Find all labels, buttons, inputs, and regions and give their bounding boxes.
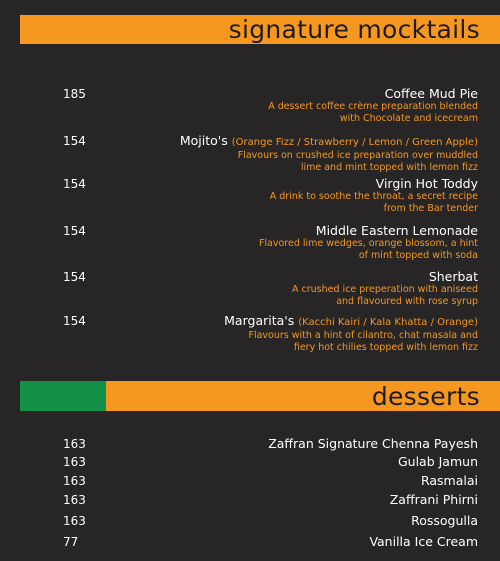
desserts-section-title: desserts — [371, 381, 480, 411]
item-description: lime and mint topped with lemon fizz — [300, 162, 478, 173]
item-description: A dessert coffee crème preparation blended — [268, 101, 478, 112]
item-options: (Orange Fizz / Strawberry / Lemon / Green Apple) — [231, 137, 478, 148]
item-options: (Kacchi Kairi / Kala Khatta / Orange) — [298, 317, 478, 328]
item-name: Vanilla Ice Cream — [369, 534, 478, 549]
item-description: fiery hot chilies topped with lemon fizz — [293, 342, 478, 353]
item-name: Virgin Hot Toddy — [375, 176, 478, 191]
mocktails-header-band — [20, 15, 500, 44]
item-description: of mint topped with soda — [358, 250, 478, 261]
item-price: 163 — [63, 437, 86, 451]
item-name: Gulab Jamun — [397, 454, 478, 469]
item-price: 154 — [63, 134, 86, 148]
dessert-item — [0, 437, 500, 453]
desserts-header-bar — [106, 381, 500, 411]
item-price: 163 — [63, 514, 86, 528]
desserts-green-block — [20, 381, 106, 411]
item-name: Zaffran Signature Chenna Payesh — [268, 436, 478, 451]
item-price: 154 — [63, 224, 86, 238]
item-price: 154 — [63, 270, 86, 284]
item-price: 163 — [63, 474, 86, 488]
item-name: Sherbat — [428, 269, 478, 284]
mocktails-section-title: signature mocktails — [228, 15, 480, 44]
dessert-item — [0, 474, 500, 490]
desserts-header-band — [20, 381, 500, 411]
item-description: with Chocolate and icecream — [339, 113, 478, 124]
item-name: Middle Eastern Lemonade — [315, 223, 478, 238]
item-description: Flavored lime wedges, orange blossom, a hint — [258, 238, 478, 249]
item-description: Flavours with a hint of cilantro, chat masala and — [248, 330, 478, 341]
item-price: 154 — [63, 314, 86, 328]
dessert-item — [0, 535, 500, 551]
item-description: A drink to soothe the throat, a secret recipe — [269, 191, 478, 202]
item-price: 185 — [63, 87, 86, 101]
item-description: A crushed ice preperation with aniseed — [292, 284, 478, 295]
item-description: Flavours on crushed ice preparation over muddled — [237, 150, 478, 161]
dessert-item — [0, 455, 500, 471]
item-name: Zaffrani Phirni — [389, 492, 478, 507]
mocktails-header-bar — [20, 15, 500, 44]
dessert-item — [0, 514, 500, 530]
item-name: Margarita's — [224, 313, 295, 328]
item-description: and flavoured with rose syrup — [336, 296, 478, 307]
item-name: Coffee Mud Pie — [384, 86, 478, 101]
dessert-item — [0, 493, 500, 509]
item-price: 77 — [63, 535, 79, 549]
item-description: from the Bar tender — [383, 203, 478, 214]
item-name: Rasmalai — [420, 473, 478, 488]
item-name: Mojito's — [179, 133, 228, 148]
item-name: Rossogulla — [411, 513, 478, 528]
item-price: 163 — [63, 455, 86, 469]
item-price: 154 — [63, 177, 86, 191]
item-price: 163 — [63, 493, 86, 507]
